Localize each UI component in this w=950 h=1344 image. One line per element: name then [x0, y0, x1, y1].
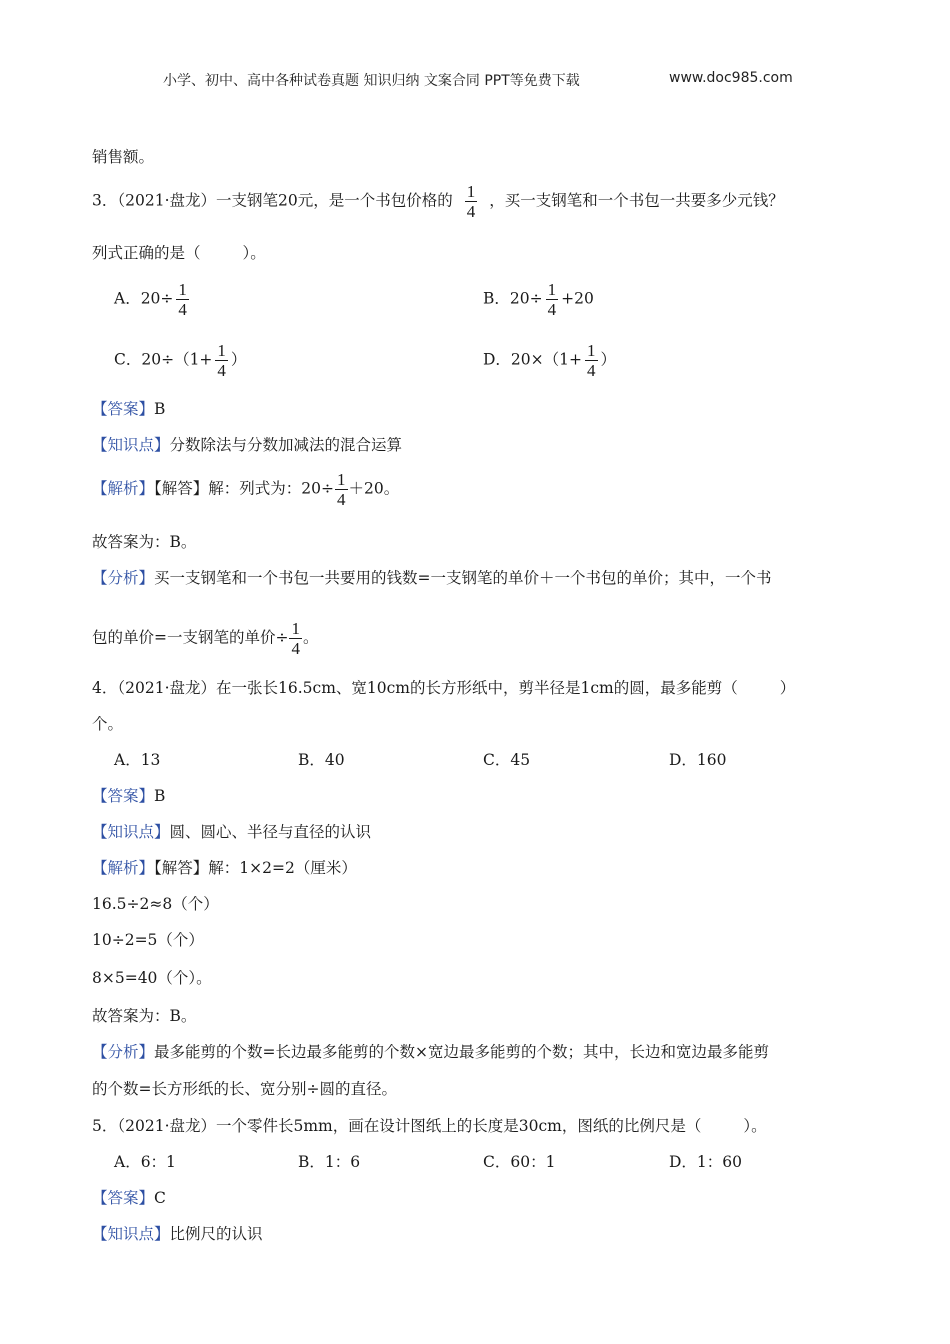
- option-d[interactable]: D．1：60: [669, 1153, 743, 1171]
- fraction: $\frac{1}{4}$: [217, 341, 226, 380]
- answer-tag: 【答案】: [92, 1189, 155, 1207]
- analysis-line: 【分析】买一支钢笔和一个书包一共要用的钱数=一支钢笔的单价＋一个书包的单价；其中，一个书: [92, 569, 772, 587]
- continuation-text: 销售额。: [92, 148, 155, 166]
- analysis-tag: 【分析】: [92, 569, 155, 587]
- knowledge-tag: 【知识点】: [92, 823, 170, 841]
- answer-line: 【答案】C: [92, 1189, 166, 1207]
- option-c[interactable]: C．60：1: [483, 1153, 556, 1171]
- question-number: 5．: [92, 1117, 118, 1135]
- option-b[interactable]: B．1：6: [298, 1153, 361, 1171]
- question-5-stem: 5．（2021·盘龙）一个零件长5mm，画在设计图纸上的长度是30cm，图纸的比例尺是（ ）。: [92, 1117, 767, 1135]
- question-3-stem: 3．（2021·盘龙）一支钢笔20元，是一个书包价格的 $\frac{1}{4}$ ，买一支钢笔和一个书包一共要多少元钱？: [92, 182, 784, 221]
- analysis-line: 【分析】最多能剪的个数=长边最多能剪的个数×宽边最多能剪的个数；其中，长边和宽边最多能剪: [92, 1043, 769, 1061]
- conclusion-line: 故答案为：B。: [92, 1007, 197, 1025]
- conclusion-line: 故答案为：B。: [92, 533, 197, 551]
- question-source: （2021·盘龙）: [117, 679, 216, 697]
- option-c[interactable]: C．45: [483, 751, 531, 769]
- analysis-tag: 【解析】: [92, 859, 155, 877]
- answer-tag: 【答案】: [92, 787, 155, 805]
- fraction: $\frac{1}{4}$: [547, 280, 557, 319]
- knowledge-line: 【知识点】圆、圆心、半径与直径的认识: [92, 823, 372, 841]
- analysis-tag: 【分析】: [92, 1043, 155, 1061]
- option-a[interactable]: A．13: [114, 751, 161, 769]
- page-header-text: 小学、初中、高中各种试卷真题 知识归纳 文案合同 PPT等免费下载: [163, 73, 580, 89]
- knowledge-line: 【知识点】分数除法与分数加减法的混合运算: [92, 436, 403, 454]
- analysis-line-2: 的个数=长方形纸的长、宽分别÷圆的直径。: [92, 1080, 397, 1098]
- answer-line: 【答案】B: [92, 400, 166, 418]
- fraction: $\frac{1}{4}$: [587, 341, 596, 380]
- question-4-stem: 4．（2021·盘龙）在一张长16.5cm、宽10cm的长方形纸中，剪半径是1cm的圆，最多能剪（ ）: [92, 679, 796, 697]
- option-d[interactable]: D．20×（1+ $\frac{1}{4}$ ）: [483, 341, 617, 380]
- question-3-line2: 列式正确的是（ ）。: [92, 244, 266, 262]
- option-a[interactable]: A．20÷ $\frac{1}{4}$: [114, 280, 187, 319]
- analysis-tag: 【解析】: [92, 479, 155, 498]
- fraction: $\frac{1}{4}$: [337, 470, 346, 509]
- question-number: 4．: [92, 679, 118, 697]
- option-c[interactable]: C．20÷（1+ $\frac{1}{4}$ ）: [114, 341, 247, 380]
- page-header-url: www.doc985.com: [669, 70, 793, 86]
- question-4-line2: 个。: [92, 715, 124, 733]
- answer-line: 【答案】B: [92, 787, 166, 805]
- solution-step: 16.5÷2≈8（个）: [92, 895, 219, 913]
- solution-line: 【解析】【解答】解：列式为：20÷ $\frac{1}{4}$ ＋20。: [92, 470, 400, 509]
- option-d[interactable]: D．160: [669, 751, 727, 769]
- option-b[interactable]: B．40: [298, 751, 345, 769]
- question-number: 3．: [92, 191, 118, 210]
- solution-step: 8×5=40（个）。: [92, 969, 212, 987]
- option-b[interactable]: B．20÷ $\frac{1}{4}$ +20: [483, 280, 594, 319]
- solution-step: 10÷2=5（个）: [92, 931, 204, 949]
- question-source: （2021·盘龙）: [117, 191, 216, 210]
- knowledge-line: 【知识点】比例尺的认识: [92, 1225, 263, 1243]
- answer-tag: 【答案】: [92, 400, 155, 418]
- option-a[interactable]: A．6：1: [114, 1153, 176, 1171]
- fraction: $\frac{1}{4}$: [178, 280, 187, 319]
- fraction: $\frac{1}{4}$: [291, 619, 300, 658]
- solution-line: 【解析】【解答】解：1×2=2（厘米）: [92, 859, 357, 877]
- knowledge-tag: 【知识点】: [92, 1225, 170, 1243]
- knowledge-tag: 【知识点】: [92, 436, 170, 454]
- question-source: （2021·盘龙）: [117, 1117, 216, 1135]
- analysis-line-2: 包的单价=一支钢笔的单价÷ $\frac{1}{4}$ 。: [92, 619, 319, 658]
- fraction: $\frac{1}{4}$: [466, 182, 476, 221]
